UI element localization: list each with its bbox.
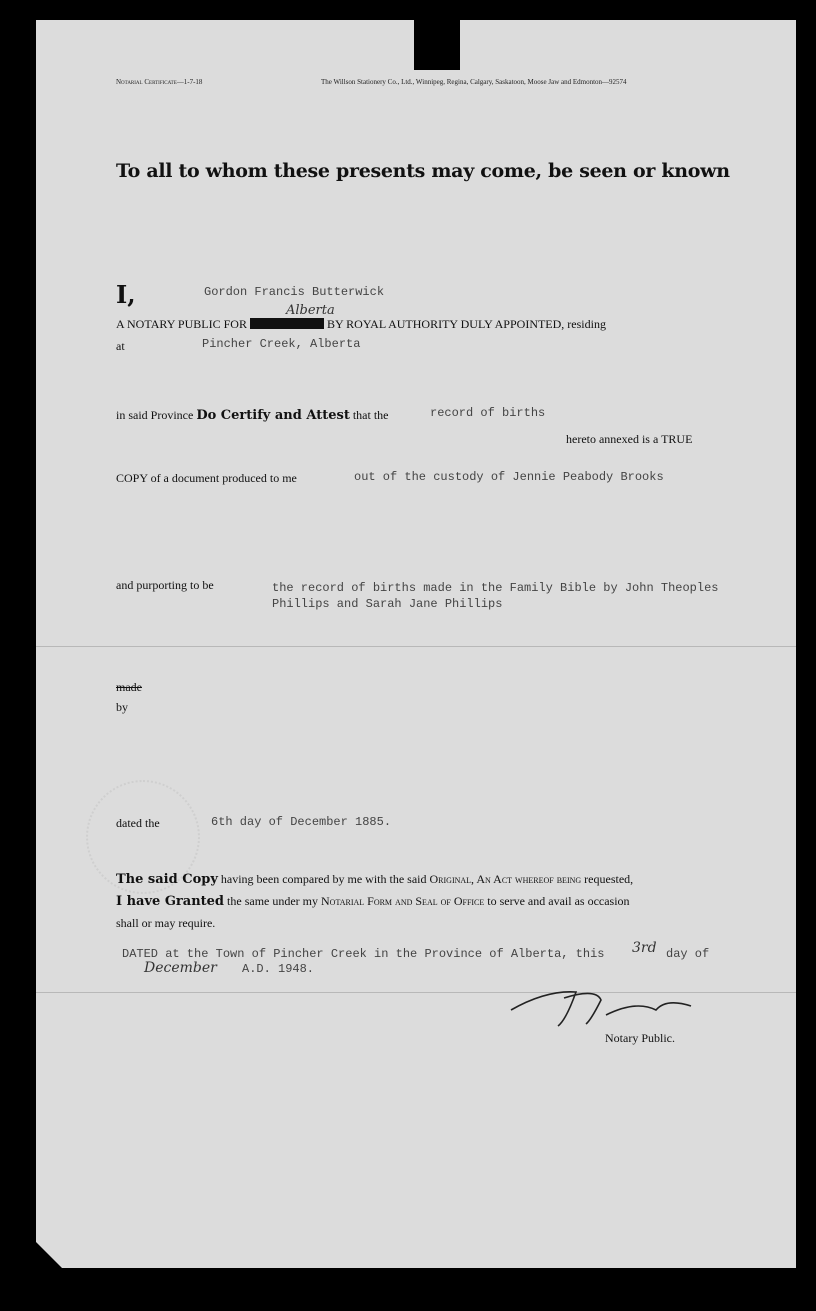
redaction-mark — [250, 318, 324, 329]
purport-label: and purporting to be — [116, 578, 214, 592]
certify-suffix: that the — [352, 408, 389, 422]
form-name: Notarial Certificate—1-7-18 — [116, 78, 203, 86]
at-label: at — [116, 339, 125, 353]
said-copy: The said Copy — [116, 872, 218, 887]
fold-line — [36, 646, 796, 647]
made-label: made — [116, 680, 142, 694]
signature — [506, 980, 706, 1035]
signature-role: Notary Public. — [605, 1031, 675, 1045]
custody: out of the custody of Jennie Peabody Brooks — [354, 470, 664, 484]
big-i: I, — [116, 280, 136, 309]
month-handwritten: December — [144, 960, 217, 976]
year: A.D. 1948. — [242, 962, 315, 976]
closing-text-1: having been compared by me with the said — [220, 872, 427, 886]
residence: Pincher Creek, Alberta — [202, 337, 361, 351]
closing-line-2 — [116, 894, 630, 909]
purport-line-1: the record of births made in the Family Bible by John Theoples — [272, 581, 719, 595]
dated-value: 6th day of December 1885. — [211, 815, 392, 829]
annexed-line: hereto annexed is a TRUE — [566, 432, 693, 446]
day-suffix: day of — [666, 947, 710, 961]
certify-line — [116, 408, 389, 423]
closing-line-1 — [116, 872, 633, 887]
certify-prefix: in said Province — [116, 408, 194, 422]
certify-emphasis: Do Certify and Attest — [196, 408, 350, 423]
notary-line-a: A NOTARY PUBLIC FOR — [116, 317, 247, 331]
torn-corner — [36, 1242, 62, 1268]
closing-text-1b: Original, An Act whereof being — [429, 872, 582, 886]
by-label: by — [116, 700, 128, 714]
closing-text-1c: requested, — [584, 872, 634, 886]
dated-at-line: DATED at the Town of Pincher Creek in the Province of Alberta, this — [122, 947, 605, 961]
have-granted: I have Granted — [116, 894, 225, 909]
notary-line-b: BY ROYAL AUTHORITY DULY APPOINTED, residing — [326, 317, 606, 331]
page-title: To all to whom these presents may come, be seen or known — [116, 160, 730, 182]
printer-imprint: The Willson Stationery Co., Ltd., Winnipeg, Regina, Calgary, Saskatoon, Moose Jaw and Edmonton—92574 — [321, 78, 627, 86]
purport-line-2: Phillips and Sarah Jane Phillips — [272, 597, 503, 611]
document-type: record of births — [430, 406, 546, 420]
province-handwritten: Alberta — [286, 303, 335, 318]
certificate-page — [36, 20, 796, 1268]
closing-line-3: shall or may require. — [116, 916, 216, 930]
notary-line — [116, 317, 606, 332]
notary-name: Gordon Francis Butterwick — [204, 285, 385, 299]
copy-label: COPY of a document produced to me — [116, 471, 297, 485]
dated-label: dated the — [116, 816, 160, 830]
day-handwritten: 3rd — [632, 940, 657, 956]
signature-drawing — [506, 980, 706, 1030]
closing-text-2c: to serve and avail as occasion — [487, 894, 630, 908]
closing-text-2b: Notarial Form and Seal of Office — [321, 894, 485, 908]
paper-clip-shadow — [414, 20, 460, 70]
closing-text-2: the same under my — [227, 894, 319, 908]
